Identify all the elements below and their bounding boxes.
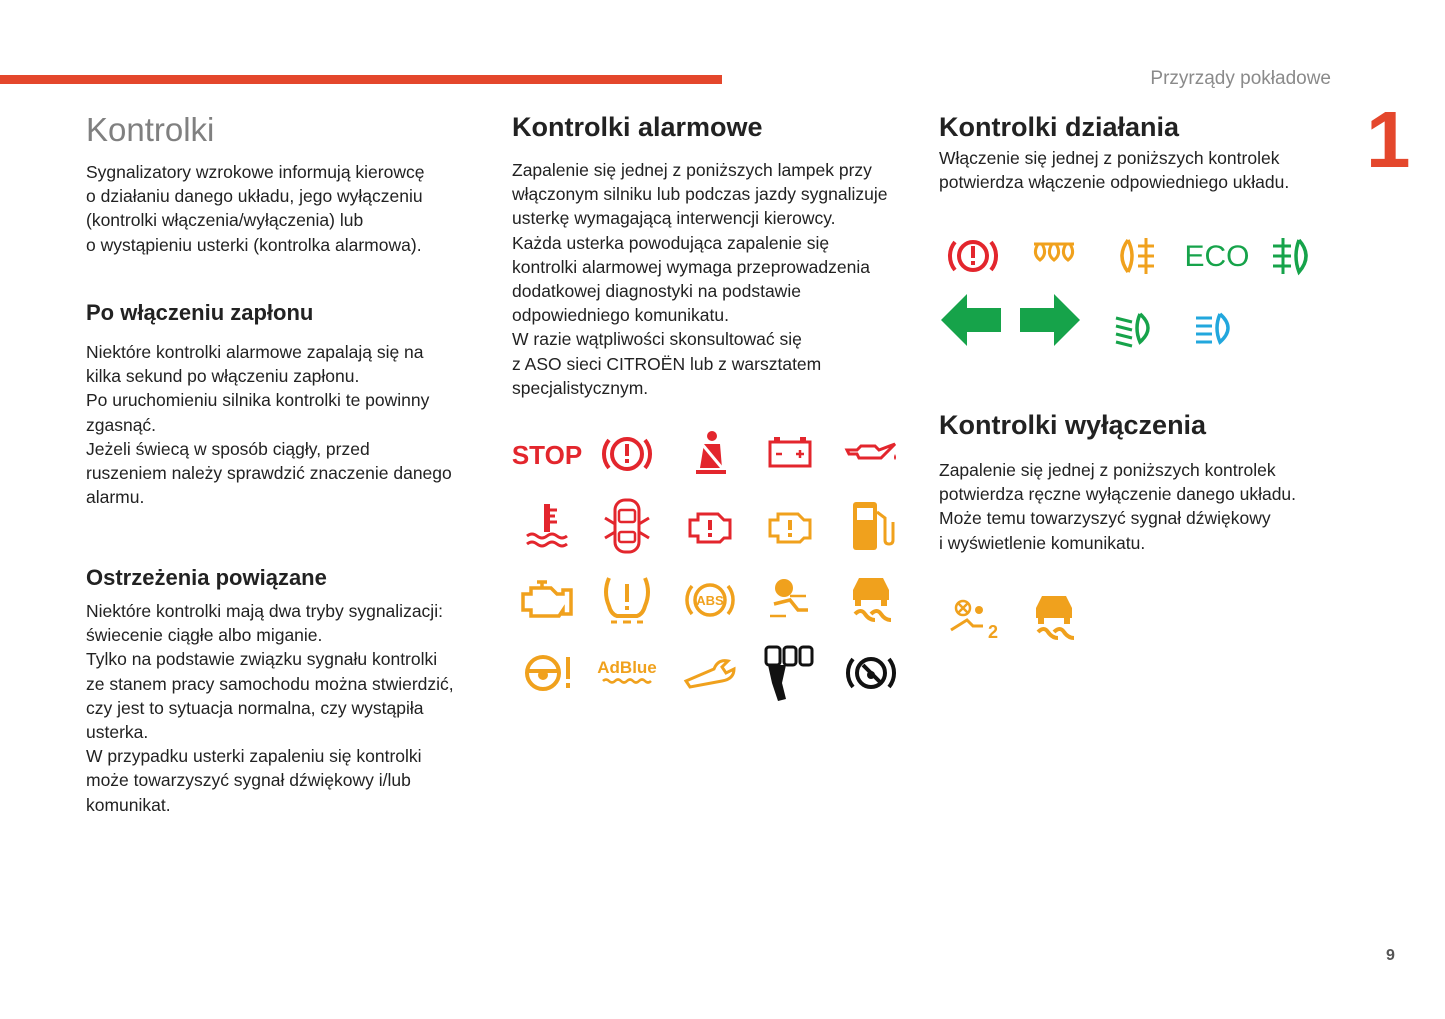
svg-text:STOP: STOP [511,440,583,470]
airbag-off-icon [943,590,1003,650]
glow-plug-icon [1024,226,1084,286]
svg-text:AdBlue: AdBlue [597,658,657,677]
ignition-paragraph: Niektóre kontrolki alarmowe zapalają się na kilka sekund po włączeniu zapłonu. Po uruchomieniu silnika kontrolki te powinny zgasnąć. Jeżeli świecą w sposób ciągły, przed ruszeniem należy sprawdzić znaczenie danego alarmu. [86,342,452,508]
column-alarm-lamps [512,108,912,400]
fuel-level-icon [841,496,901,556]
main-beam-icon [1186,298,1246,358]
brake-warning-icon [597,424,657,484]
coolant-temperature-icon [517,496,577,556]
deactivation-heading: Kontrolki wyłączenia [939,410,1207,440]
intro-paragraph: Sygnalizatory wzrokowe informują kierowcę o działaniu danego układu, jego wyłączeniu (kontrolki włączenia/wyłączenia) lub o wystąpieniu usterki (kontrolka alarmowa). [86,162,425,255]
function-paragraph: Włączenie się jednej z poniższych kontrolek potwierdza włączenie odpowiedniego układu. [939,148,1290,193]
svg-text:ABS: ABS [696,593,724,608]
stability-control-icon [841,570,901,630]
ignition-heading: Po włączeniu zapłonu [86,300,314,325]
deactivation-section [939,406,1359,555]
engine-fault-red-icon [680,496,740,556]
oil-pressure-icon [841,424,901,484]
parking-brake-icon [943,226,1003,286]
chapter-number: 1 [1366,95,1411,184]
door-open-icon [597,496,657,556]
column-kontrolki [86,108,486,815]
service-wrench-icon [680,643,740,703]
tyre-pressure-icon [597,570,657,630]
function-heading: Kontrolki działania [939,112,1180,142]
page-number: 9 [1386,947,1395,964]
abs-icon [680,570,740,630]
turn-left-indicator-icon [939,290,1003,350]
related-paragraph: Niektóre kontrolki mają dwa tryby sygnalizacji: świecenie ciągłe albo miganie. Tylko na podstawie związku sygnału kontrolki ze stanem pracy samochodu można stwierdzić, czy jest to sytuacja normalna, czy wystąpiła usterka. W przypadku usterki zapaleniu się kontrolki może towarzyszyć sygnał dźwiękowy i/lub komunikat. [86,601,454,815]
passenger-airbag-icon [760,570,820,630]
seatbelt-icon [680,424,740,484]
alarm-paragraph: Zapalenie się jednej z poniższych lampek przy włączonym silniku lub podczas jazdy sygnalizuje usterkę wymagającą interwencji kierowcy. Każda usterka powodująca zapalenie się kontrolki alarmowej wymaga przeprowadzenia dodatkowej diagnostyki na podstawie odpowiedniego komunikatu. W razie wątpliwości skonsultować się z ASO sieci CITROËN lub z warsztatem specjalistycznym. [512,160,888,398]
dipped-beam-icon [1106,298,1166,358]
front-fog-light-icon [1265,226,1325,286]
stability-control-off-icon [1024,590,1084,650]
foot-on-brake-icon [760,643,820,703]
header-accent-rule [0,75,722,84]
deactivation-paragraph: Zapalenie się jednej z poniższych kontrolek potwierdza ręczne wyłączenie danego układu. Może temu towarzyszyć sygnał dźwiękowy i wyświetlenie komunikatu. [939,460,1297,553]
steering-lock-icon [841,643,901,703]
turn-right-indicator-icon [1018,290,1082,350]
related-heading: Ostrzeżenia powiązane [86,565,327,590]
related-warnings-section [86,563,486,817]
power-steering-icon [517,643,577,703]
page-title: Kontrolki [86,111,215,148]
battery-icon [760,424,820,484]
eco-mode-icon [1184,226,1250,286]
section-label: Przyrządy pokładowe [1150,68,1331,89]
engine-fault-orange-icon [760,496,820,556]
stop-warning-icon [511,424,583,484]
engine-check-icon [517,570,577,630]
ignition-section [86,298,486,509]
adblue-icon [597,643,657,703]
svg-text:2: 2 [987,622,999,642]
svg-text:ECO: ECO [1184,240,1250,273]
rear-fog-light-icon [1106,226,1166,286]
alarm-heading: Kontrolki alarmowe [512,112,763,142]
